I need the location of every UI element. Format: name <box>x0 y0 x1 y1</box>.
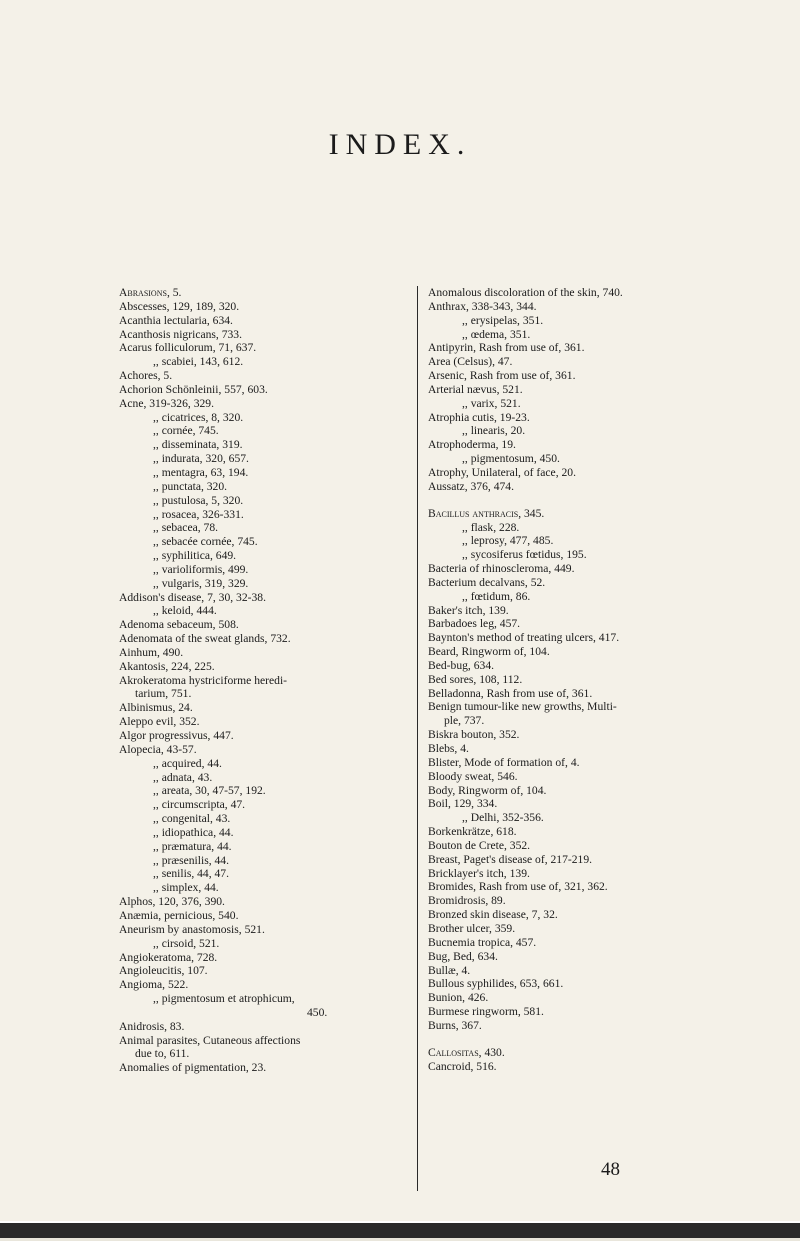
index-entry: Bullous syphilides, 653, 661. <box>428 977 564 991</box>
index-entry: ,, circumscripta, 47. <box>153 798 246 812</box>
index-entry: Bunion, 426. <box>428 991 489 1005</box>
index-entry: ,, linearis, 20. <box>462 424 526 438</box>
index-entry: ,, Delhi, 352-356. <box>462 811 544 825</box>
index-entry: Alopecia, 43-57. <box>119 742 197 756</box>
index-entry: Anomalies of pigmentation, 23. <box>119 1061 267 1075</box>
index-entry: Anomalous discoloration of the skin, 740. <box>428 286 623 299</box>
index-entry: Bromides, Rash from use of, 321, 362. <box>428 880 608 894</box>
index-entry: Ainhum, 490. <box>119 645 184 659</box>
index-entry: ,, cornée, 745. <box>153 424 219 438</box>
index-entry: ,, syphilitica, 649. <box>153 549 237 563</box>
index-entry: ,, congenital, 43. <box>153 812 231 826</box>
index-entry: Borkenkrätze, 618. <box>428 825 517 839</box>
index-entry: ,, pigmentosum, 450. <box>462 452 560 466</box>
index-entry: Burmese ringworm, 581. <box>428 1005 544 1019</box>
index-entry: Angiokeratoma, 728. <box>119 950 218 964</box>
index-entry: Boil, 129, 334. <box>428 797 498 811</box>
index-entry: Adenomata of the sweat glands, 732. <box>119 632 291 646</box>
index-entry: Baynton's method of treating ulcers, 417. <box>428 631 620 645</box>
index-entry: Aleppo evil, 352. <box>119 715 200 729</box>
index-entry: Bromidrosis, 89. <box>428 894 506 908</box>
index-entry: Anthrax, 338-343, 344. <box>428 299 537 313</box>
index-entry: Arterial nævus, 521. <box>428 382 523 396</box>
index-entry: Bed sores, 108, 112. <box>428 672 523 686</box>
page-number: 48 <box>601 1159 620 1180</box>
index-entry: ,, simplex, 44. <box>153 881 219 895</box>
index-entry: Biskra bouton, 352. <box>428 728 520 742</box>
index-entry: Barbadoes leg, 457. <box>428 617 521 631</box>
index-column-left <box>119 286 409 1075</box>
index-entry: Angioma, 522. <box>119 978 189 992</box>
index-entry: ,, areata, 30, 47-57, 192. <box>153 784 266 798</box>
index-entry: Belladonna, Rash from use of, 361. <box>428 686 593 700</box>
index-entry: ,, sebacea, 78. <box>153 521 219 535</box>
index-entry: ,, punctata, 320. <box>153 479 228 493</box>
index-entry: ,, pigmentosum et atrophicum, <box>153 992 295 1006</box>
index-entry: Angioleucitis, 107. <box>119 964 208 978</box>
index-entry: ,, erysipelas, 351. <box>462 313 544 327</box>
index-entry: ,, præsenilis, 44. <box>153 853 230 867</box>
index-column-right <box>428 286 768 1073</box>
index-entry: Bloody sweat, 546. <box>428 769 518 783</box>
index-entry: Bacterium decalvans, 52. <box>428 575 546 589</box>
index-entry: Animal parasites, Cutaneous affections <box>119 1033 301 1047</box>
index-entry: Blebs, 4. <box>428 742 469 755</box>
index-entry: Abrasions, 5. <box>119 286 182 299</box>
index-entry: ple, 737. <box>444 714 485 728</box>
index-entry: Callositas, 430. <box>428 1045 505 1059</box>
index-entry: Acarus folliculorum, 71, 637. <box>119 341 257 355</box>
index-entry: ,, varioliformis, 499. <box>153 562 249 576</box>
index-entry: ,, sebacée cornée, 745. <box>153 535 258 549</box>
index-entry: Akrokeratoma hystriciforme heredi- <box>119 673 288 687</box>
index-entry: Cancroid, 516. <box>428 1059 497 1073</box>
index-entry: ,, keloid, 444. <box>153 604 217 618</box>
index-entry: ,, fœtidum, 86. <box>462 589 531 603</box>
index-entry: tarium, 751. <box>135 687 192 701</box>
index-entry: Achorion Schönleinii, 557, 603. <box>119 382 268 396</box>
index-entry: Atrophy, Unilateral, of face, 20. <box>428 465 576 479</box>
index-entry: Bug, Bed, 634. <box>428 949 498 963</box>
index-entry: Achores, 5. <box>119 369 173 383</box>
index-entry: Acanthosis nigricans, 733. <box>119 327 243 341</box>
index-entry: ,, varix, 521. <box>462 396 521 410</box>
index-entry: Arsenic, Rash from use of, 361. <box>428 369 576 383</box>
index-entry: due to, 611. <box>135 1047 190 1061</box>
index-entry: Body, Ringworm of, 104. <box>428 783 547 797</box>
index-entry: ,, cirsoid, 521. <box>153 936 220 950</box>
index-entry: Abscesses, 129, 189, 320. <box>119 299 240 313</box>
index-entry: Alphos, 120, 376, 390. <box>119 895 225 909</box>
index-entry: ,, œdema, 351. <box>462 327 531 341</box>
index-entry: Bronzed skin disease, 7, 32. <box>428 908 558 922</box>
index-entry: ,, leprosy, 477, 485. <box>462 534 554 548</box>
index-entry: Burns, 367. <box>428 1018 482 1032</box>
column-divider <box>417 286 418 1191</box>
index-entry: Acne, 319-326, 329. <box>119 396 214 410</box>
index-entry: Bullæ, 4. <box>428 963 471 977</box>
index-entry: ,, flask, 228. <box>462 520 520 534</box>
index-entry: Bacillus anthracis, 345. <box>428 506 545 520</box>
index-entry: Anidrosis, 83. <box>119 1019 185 1033</box>
index-entry: ,, acquired, 44. <box>153 756 222 770</box>
index-entry: Beard, Ringworm of, 104. <box>428 645 550 659</box>
index-entry: Breast, Paget's disease of, 217-219. <box>428 852 593 866</box>
index-entry: Adenoma sebaceum, 508. <box>119 618 239 632</box>
index-entry: Antipyrin, Rash from use of, 361. <box>428 341 585 355</box>
index-entry: 450. <box>307 1005 328 1019</box>
index-entry: Algor progressivus, 447. <box>119 729 234 742</box>
index-entry: ,, mentagra, 63, 194. <box>153 465 249 479</box>
index-entry: Acanthia lectularia, 634. <box>119 313 233 327</box>
index-entry: Albinismus, 24. <box>119 701 193 715</box>
index-entry: Addison's disease, 7, 30, 32-38. <box>119 590 266 604</box>
index-entry: Bouton de Crete, 352. <box>428 838 531 852</box>
index-entry: Benign tumour-like new growths, Multi- <box>428 700 617 714</box>
index-entry: Anæmia, pernicious, 540. <box>119 908 239 922</box>
index-entry: ,, vulgaris, 319, 329. <box>153 576 249 590</box>
index-entry: ,, scabiei, 143, 612. <box>153 355 244 369</box>
index-entry: Atrophoderma, 19. <box>428 438 516 452</box>
index-entry: ,, disseminata, 319. <box>153 438 243 452</box>
index-entry: Bed-bug, 634. <box>428 658 495 672</box>
index-entry: ,, adnata, 43. <box>153 770 213 784</box>
index-entry: ,, sycosiferus fœtidus, 195. <box>462 548 587 562</box>
index-entry: Bucnemia tropica, 457. <box>428 935 537 949</box>
index-entry: ,, cicatrices, 8, 320. <box>153 410 244 424</box>
index-entry: ,, pustulosa, 5, 320. <box>153 493 244 507</box>
page-edge-band <box>0 1221 800 1241</box>
index-entry: ,, indurata, 320, 657. <box>153 452 249 466</box>
index-entry: ,, præmatura, 44. <box>153 839 232 853</box>
index-entry: Baker's itch, 139. <box>428 603 509 617</box>
index-entry: Aussatz, 376, 474. <box>428 479 514 493</box>
index-entry: ,, rosacea, 326-331. <box>153 507 244 521</box>
index-entry: Atrophia cutis, 19-23. <box>428 410 530 424</box>
page-title: INDEX. <box>328 128 472 161</box>
index-entry: Brother ulcer, 359. <box>428 921 516 935</box>
index-entry: ,, idiopathica, 44. <box>153 825 234 839</box>
index-entry: Bricklayer's itch, 139. <box>428 866 530 880</box>
index-entry: Bacteria of rhinoscleroma, 449. <box>428 562 575 576</box>
index-entry: Blister, Mode of formation of, 4. <box>428 755 580 769</box>
index-entry: Aneurism by anastomosis, 521. <box>119 922 265 936</box>
index-entry: ,, senilis, 44, 47. <box>153 867 230 881</box>
index-entry: Akantosis, 224, 225. <box>119 659 215 673</box>
index-entry: Area (Celsus), 47. <box>428 355 513 369</box>
